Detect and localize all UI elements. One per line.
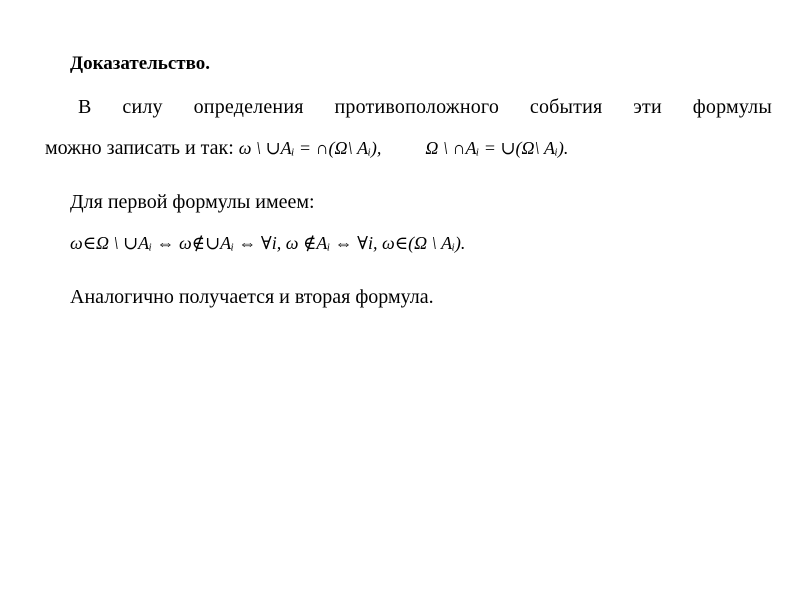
formula-b: Ω \ ∩Aᵢ = ∪(Ω\ Aᵢ). [425,138,569,158]
paragraph-1-line-2 [45,136,568,160]
paragraph-1-text: можно записать и так: [45,137,234,159]
paragraph-3: Аналогично получается и вторая формула. [70,286,434,308]
formula-chain: ω∈Ω \ ∪Aᵢ ⇔ ω∉∪Aᵢ ⇔ ∀i, ω ∉Aᵢ ⇔ ∀i, ω∈(Ω \ Aᵢ). [70,233,466,253]
proof-heading: Доказательство. [70,53,210,74]
formula-a: ω \ ∪Aᵢ = ∩(Ω\ Aᵢ), [238,138,382,158]
paragraph-1-line-1: В силу определения противоположного события эти формулы [78,96,772,118]
paragraph-2-line-1: Для первой формулы имеем: [70,191,315,213]
